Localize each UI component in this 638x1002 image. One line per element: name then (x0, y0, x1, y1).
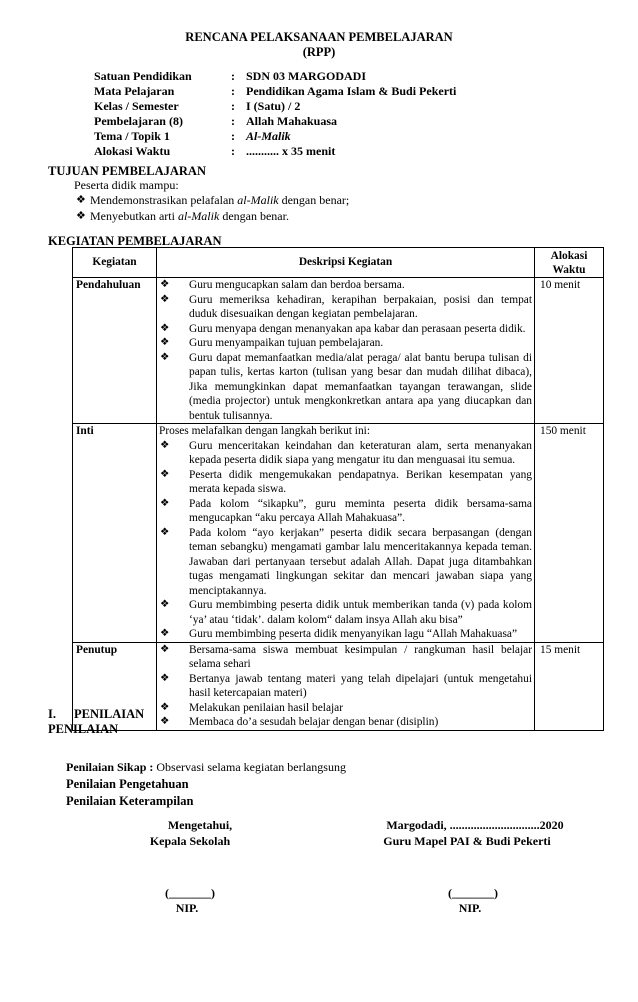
column-header-alokasi: Alokasi Waktu (535, 248, 604, 278)
list-item (159, 293, 532, 322)
bullet-diamond-icon: ❖ (160, 351, 170, 363)
penilaian-numbered-marker: I. (48, 707, 56, 721)
description-list (159, 643, 532, 730)
tujuan-item-text: Mendemonstrasikan pelafalan al-Malik dengan benar; (90, 193, 350, 207)
bullet-diamond-icon: ❖ (160, 439, 170, 451)
signature-left-line2: Kepala Sekolah (149, 834, 231, 848)
penilaian-sikap-value: Observasi selama kegiatan berlangsung (153, 760, 346, 774)
list-item (159, 715, 532, 730)
signature-left-nip: NIP. (175, 901, 199, 915)
list-item-text: Bersama-sama siswa membuat kesimpulan / rangkuman hasil belajar selama sehari (189, 643, 532, 670)
signature-right-name: (_______) (448, 886, 498, 900)
list-item (159, 336, 532, 351)
penilaian-heading: PENILAIAN (48, 722, 119, 736)
list-item-text: Peserta didik mengemukakan pendapatnya. Berikan kesempatan yang merata kepada siswa. (189, 468, 532, 495)
list-item (159, 468, 532, 497)
list-item-text: Pada kolom “ayo kerjakan” peserta didik secara berpasangan (dengan teman sebangku) mengamati gambar lalu menceritakannya kepada teman. Jawaban dari pertanyaan tersebut adalah Allah. Dapat juga ditambahkan tugas mengamati lingkungan sekitar dan mencari jawaban siapa yang menciptakannya. (189, 526, 532, 597)
bullet-diamond-icon: ❖ (160, 322, 170, 334)
bullet-diamond-icon: ❖ (160, 468, 170, 480)
description-cell (157, 642, 535, 730)
identity-colon: : (231, 69, 235, 83)
document-title: RENCANA PELAKSANAAN PEMBELAJARAN (185, 30, 453, 44)
penilaian-sikap (66, 760, 346, 775)
bullet-diamond-icon: ❖ (160, 628, 170, 639)
identity-value: Pendidikan Agama Islam & Budi Pekerti (246, 84, 457, 98)
bullet-diamond-icon: ❖ (76, 210, 86, 222)
list-item (159, 322, 532, 337)
list-item-text: Melakukan penilaian hasil belajar (189, 701, 344, 714)
list-item (159, 278, 532, 293)
list-item (159, 701, 532, 716)
description-intro: Proses melafalkan dengan langkah berikut ini: (159, 425, 370, 437)
table-row (73, 278, 604, 424)
phase-cell: Pendahuluan (73, 278, 157, 424)
time-cell: 15 menit (535, 642, 604, 730)
bullet-diamond-icon: ❖ (76, 194, 86, 206)
identity-colon: : (231, 84, 235, 98)
list-item-text: Guru dapat memanfaatkan media/alat peraga/ alat bantu berupa tulisan di papan tulis, kertas karton (tulisan yang besar dan mudah dilihat dibaca), Jika memungkinkan dapat memanfaatkan tayangan terawangan, slide (media projector) untuk mengkonkretkan antara apa yang diucapkan dan bentuk tulisannya. (189, 351, 532, 422)
list-item-text: Guru menceritakan keindahan dan keteraturan alam, serta menanyakan kepada peserta didik siapa yang mengatur itu dan menguasai itu semua. (189, 439, 532, 466)
identity-value: SDN 03 MARGODADI (246, 69, 366, 83)
bullet-diamond-icon: ❖ (160, 526, 170, 538)
tujuan-heading: TUJUAN PEMBELAJARAN (48, 164, 206, 178)
tujuan-item-text: Menyebutkan arti al-Malik dengan benar. (90, 209, 289, 223)
list-item (159, 672, 532, 701)
table-row (73, 642, 604, 730)
bullet-diamond-icon: ❖ (160, 701, 170, 713)
bullet-diamond-icon: ❖ (160, 599, 170, 610)
description-list (159, 278, 532, 423)
list-item-text: Guru mengucapkan salam dan berdoa bersama. (189, 279, 405, 291)
identity-label: Alokasi Waktu (94, 144, 171, 158)
list-item-text: Guru membimbing peserta didik menyanyikan lagu “Allah Mahakuasa” (189, 628, 518, 640)
identity-value: ........... x 35 menit (246, 144, 336, 158)
identity-label: Kelas / Semester (94, 99, 179, 113)
penilaian-sikap-label: Penilaian Sikap : (66, 760, 154, 774)
list-item-text: Guru memeriksa kehadiran, kerapihan berpakaian, posisi dan tempat duduk disesuaikan dengan kegiatan pembelajaran. (189, 293, 532, 320)
list-item (159, 497, 532, 526)
identity-colon: : (231, 129, 235, 143)
identity-colon: : (231, 114, 235, 128)
list-item (159, 439, 532, 468)
identity-colon: : (231, 99, 235, 113)
bullet-diamond-icon: ❖ (160, 643, 170, 655)
identity-label: Satuan Pendidikan (94, 69, 192, 83)
tujuan-intro: Peserta didik mampu: (74, 178, 179, 192)
list-item-text: Guru membimbing peserta didik untuk memberikan tanda (v) pada kolom ‘ya’ atau ‘tidak’. dalam kolom“ dalam insya Allah aku bisa” (189, 599, 532, 626)
column-header-deskripsi: Deskripsi Kegiatan (157, 248, 535, 278)
signature-right-line1: Margodadi, ..............................2020 (386, 818, 564, 832)
table-row (73, 424, 604, 643)
kegiatan-heading: KEGIATAN PEMBELAJARAN (48, 234, 222, 248)
list-item-text: Membaca do’a sesudah belajar dengan benar (disiplin) (189, 716, 439, 728)
column-header-kegiatan: Kegiatan (73, 248, 157, 278)
bullet-diamond-icon: ❖ (160, 497, 170, 509)
list-item (159, 627, 532, 642)
bullet-diamond-icon: ❖ (160, 672, 170, 684)
identity-value: Allah Mahakuasa (246, 114, 338, 128)
phase-cell: Inti (73, 424, 157, 643)
signature-right-nip: NIP. (458, 901, 482, 915)
activity-table (72, 247, 604, 731)
phase-cell: Penutup (73, 642, 157, 730)
bullet-diamond-icon: ❖ (160, 293, 170, 305)
penilaian-numbered-heading: PENILAIAN (74, 707, 145, 721)
bullet-diamond-icon: ❖ (160, 337, 170, 348)
list-item (159, 643, 532, 672)
penilaian-pengetahuan: Penilaian Pengetahuan (66, 777, 189, 791)
identity-label: Pembelajaran (8) (94, 114, 183, 128)
description-list (159, 439, 532, 642)
list-item (159, 598, 532, 627)
signature-left-name: (_______) (165, 886, 215, 900)
list-item-text: Bertanya jawab tentang materi yang telah dipelajari (untuk mengetahui hasil ketercapaian materi) (189, 672, 532, 699)
time-cell: 10 menit (535, 278, 604, 424)
list-item-text: Pada kolom “sikapku”, guru meminta peserta didik bersama-sama mengucapkan “aku percaya Allah Mahakuasa”. (189, 497, 532, 524)
bullet-diamond-icon: ❖ (160, 716, 170, 727)
identity-value: Al-Malik (246, 129, 291, 143)
bullet-diamond-icon: ❖ (160, 279, 170, 290)
identity-label: Mata Pelajaran (94, 84, 175, 98)
list-item (159, 526, 532, 599)
list-item-text: Guru menyampaikan tujuan pembelajaran. (189, 337, 384, 349)
penilaian-keterampilan: Penilaian Keterampilan (66, 794, 194, 808)
identity-label: Tema / Topik 1 (94, 129, 170, 143)
identity-colon: : (231, 144, 235, 158)
description-cell (157, 424, 535, 643)
time-cell: 150 menit (535, 424, 604, 643)
document-subtitle: (RPP) (302, 45, 336, 59)
signature-right-line2: Guru Mapel PAI & Budi Pekerti (383, 834, 551, 848)
signature-left-line1: Mengetahui, (167, 818, 233, 832)
list-item-text: Guru menyapa dengan menanyakan apa kabar dan perasaan peserta didik. (189, 322, 526, 335)
list-item (159, 351, 532, 424)
identity-value: I (Satu) / 2 (246, 99, 301, 113)
description-cell (157, 278, 535, 424)
